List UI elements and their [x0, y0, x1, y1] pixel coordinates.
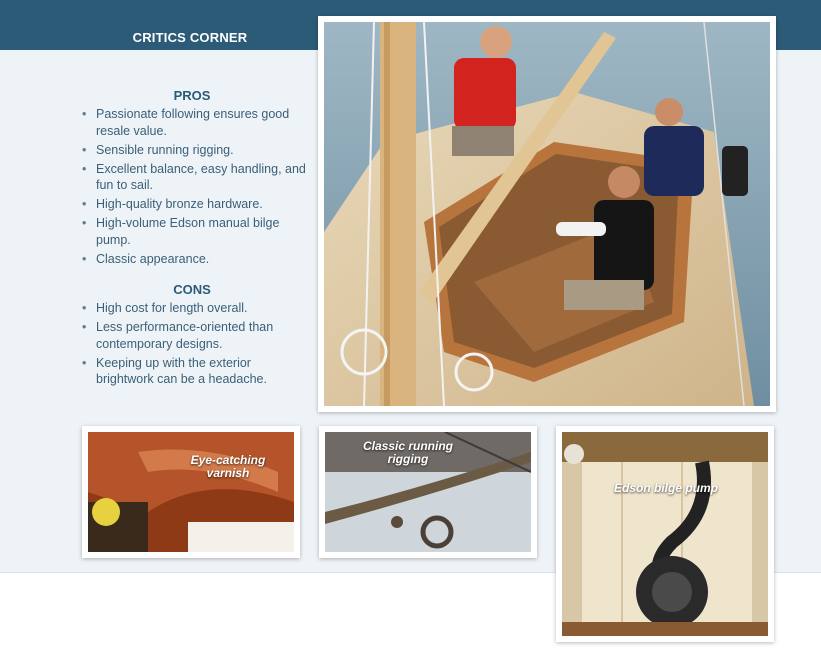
main-sailboat-photo — [318, 16, 776, 412]
pros-item: • High-quality bronze hardware. — [82, 196, 312, 213]
cons-heading: CONS — [173, 282, 211, 297]
bilge-pump-photo — [556, 426, 774, 642]
pros-list — [82, 106, 312, 270]
bilge-pump-photo-image — [562, 432, 768, 636]
pros-heading: PROS — [173, 88, 211, 103]
sailboat-photo-image — [324, 22, 770, 406]
page-title: CRITICS CORNER — [132, 30, 248, 45]
cons-item: • Less performance-oriented than contemporary designs. — [82, 319, 312, 352]
pros-item: • Classic appearance. — [82, 251, 312, 268]
varnish-photo — [82, 426, 300, 558]
pros-item: • Sensible running rigging. — [82, 142, 312, 159]
rigging-photo — [319, 426, 537, 558]
cons-item: • High cost for length overall. — [82, 300, 312, 317]
pros-item: • High-volume Edson manual bilge pump. — [82, 215, 312, 248]
cons-list — [82, 300, 312, 390]
pump-caption: Edson bilge pump — [614, 481, 718, 495]
varnish-caption: Eye-catching varnish — [190, 453, 266, 480]
pros-item: • Passionate following ensures good resale value. — [82, 106, 312, 139]
pros-item: • Excellent balance, easy handling, and fun to sail. — [82, 161, 312, 194]
cons-item: • Keeping up with the exterior brightwork can be a headache. — [82, 355, 312, 388]
varnish-photo-image — [88, 432, 294, 552]
rigging-caption: Classic running rigging — [362, 439, 454, 466]
